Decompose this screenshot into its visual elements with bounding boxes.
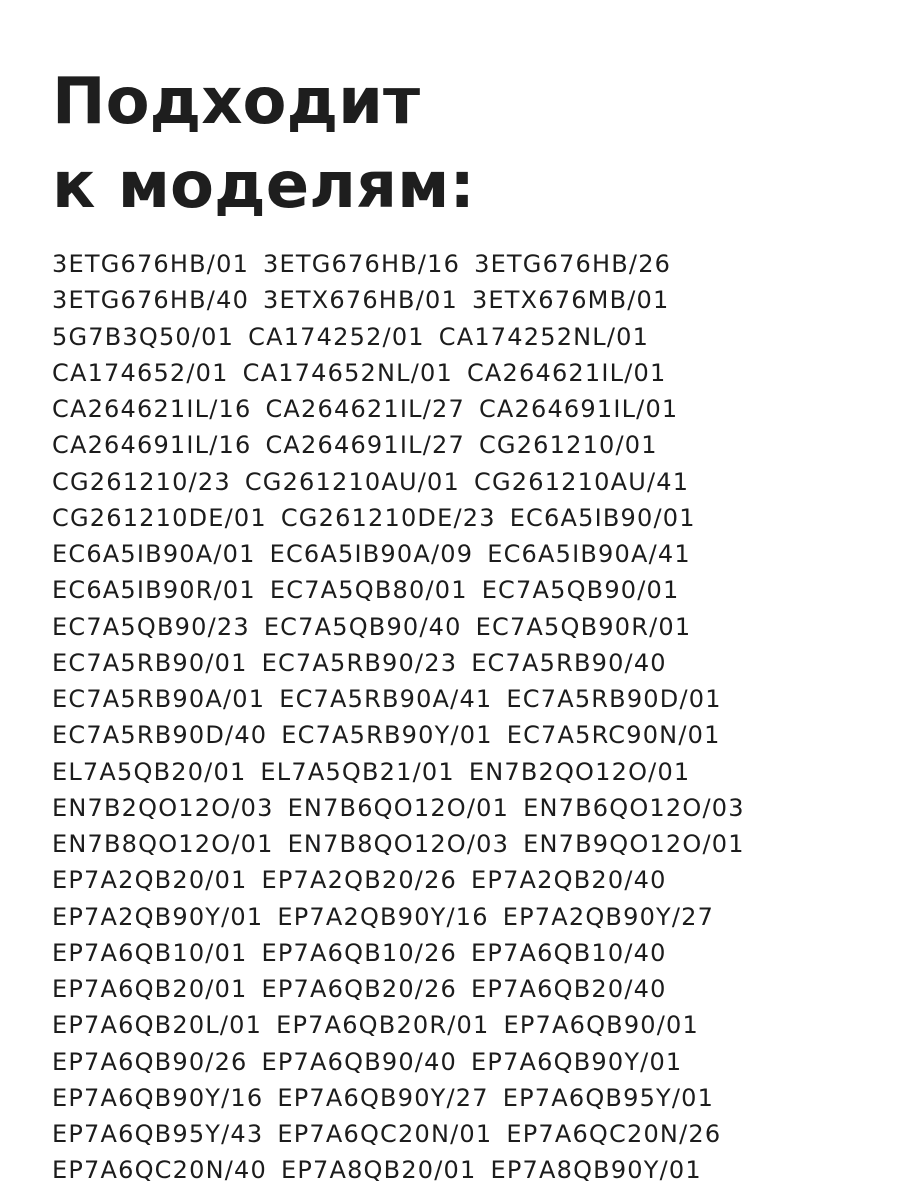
model-code: EC6A5IB90A/09 — [269, 540, 474, 568]
model-row — [52, 971, 872, 1007]
model-row — [52, 681, 872, 717]
model-code: EP7A6QB90/01 — [503, 1011, 699, 1040]
model-code: EP7A6QB20L/01 — [52, 1011, 263, 1040]
model-code: CG261210/23 — [52, 467, 231, 496]
model-code: EP7A6QB90Y/16 — [52, 1083, 264, 1112]
model-code: 3ETG676HB/40 — [52, 286, 250, 315]
model-code: 3ETG676HB/26 — [474, 250, 672, 278]
model-code: CA264621IL/16 — [52, 395, 252, 423]
model-code: EP7A6QB20/40 — [471, 975, 667, 1003]
model-code: EN7B2QO12O/01 — [468, 757, 691, 786]
model-list — [52, 246, 872, 1189]
model-row — [52, 1007, 872, 1043]
model-code: EP7A2QB20/40 — [471, 866, 667, 895]
model-code: CA264621IL/01 — [466, 358, 667, 387]
model-row — [52, 500, 872, 536]
model-code: CA174252NL/01 — [438, 322, 650, 351]
model-row — [52, 1116, 872, 1152]
model-code: EC6A5IB90R/01 — [52, 576, 256, 605]
model-code: EC7A5RB90A/41 — [279, 685, 493, 713]
model-row — [52, 1080, 872, 1116]
model-code: EC6A5IB90A/01 — [52, 540, 256, 568]
model-code: EP7A6QB90/40 — [261, 1047, 458, 1076]
model-code: EP7A6QB90Y/01 — [471, 1047, 683, 1076]
model-code: EC7A5QB80/01 — [269, 576, 468, 605]
model-row — [52, 935, 872, 971]
model-row — [52, 862, 872, 898]
model-code: EP7A6QB10/40 — [471, 938, 667, 967]
model-code: EC7A5RB90D/01 — [506, 685, 722, 713]
model-row — [52, 319, 872, 355]
model-code: EP7A2QB20/01 — [52, 866, 248, 895]
title-line-2: к моделям: — [52, 149, 475, 223]
model-code: EP7A6QB10/26 — [261, 938, 458, 967]
model-code: EP7A6QB20/26 — [261, 975, 458, 1003]
model-code: EC7A5RB90A/01 — [52, 685, 266, 713]
model-code: CA264691IL/01 — [478, 395, 679, 423]
model-code: EC7A5QB90/23 — [52, 612, 250, 641]
model-code: CA174652/01 — [52, 358, 229, 387]
model-code: EC7A5RB90/01 — [52, 648, 248, 677]
model-code: EC7A5RB90/40 — [471, 648, 667, 677]
model-code: CG261210DE/23 — [280, 503, 496, 532]
model-code: EP7A6QC20N/01 — [277, 1120, 493, 1148]
model-code: CG261210AU/41 — [474, 467, 690, 496]
model-code: CG261210AU/01 — [244, 467, 460, 496]
model-code: EP7A2QB90Y/27 — [502, 902, 715, 931]
model-code: EP7A2QB90Y/16 — [277, 902, 489, 931]
model-code: EL7A5QB20/01 — [52, 757, 247, 786]
model-code: EP7A6QB95Y/01 — [502, 1083, 715, 1112]
model-code: EN7B8QO12O/03 — [287, 830, 510, 858]
model-row — [52, 1044, 872, 1080]
model-code: EP7A6QB20/01 — [52, 975, 248, 1003]
model-code: EN7B2QO12O/03 — [52, 793, 274, 822]
model-row — [52, 464, 872, 500]
model-code: EP7A6QB20R/01 — [276, 1011, 490, 1040]
model-code: CG261210DE/01 — [52, 503, 267, 532]
model-code: EP7A6QB90/26 — [52, 1047, 248, 1076]
model-code: CA264621IL/27 — [265, 395, 465, 423]
model-row — [52, 1152, 872, 1188]
model-code: CG261210/01 — [478, 431, 658, 460]
model-code: 3ETX676MB/01 — [471, 286, 670, 315]
model-code: 5G7B3Q50/01 — [52, 322, 235, 351]
model-code: 3ETX676HB/01 — [263, 286, 458, 315]
model-row — [52, 717, 872, 753]
model-code: EC7A5QB90/40 — [263, 612, 462, 641]
model-code: EN7B6QO12O/03 — [523, 793, 745, 822]
model-code: EP7A2QB20/26 — [261, 866, 458, 895]
model-code: EC7A5RC90N/01 — [506, 721, 721, 750]
model-row — [52, 282, 872, 318]
model-row — [52, 572, 872, 608]
model-code: EC7A5QB90/01 — [481, 576, 680, 605]
model-code: EC7A5RB90D/40 — [52, 721, 268, 750]
model-row — [52, 899, 872, 935]
model-row — [52, 826, 872, 862]
model-code: 3ETG676HB/16 — [263, 250, 461, 278]
page-title — [52, 60, 475, 228]
model-row — [52, 536, 872, 572]
model-row — [52, 427, 872, 463]
model-code: EN7B8QO12O/01 — [52, 830, 274, 858]
model-row — [52, 246, 872, 282]
model-code: EN7B9QO12O/01 — [523, 830, 745, 858]
model-code: EP7A6QC20N/26 — [506, 1120, 722, 1148]
title-line-1: Подходит — [52, 65, 421, 139]
model-code: EP7A6QB10/01 — [52, 938, 248, 967]
model-code: CA174252/01 — [248, 322, 425, 351]
model-code: 3ETG676HB/01 — [52, 250, 250, 278]
model-row — [52, 391, 872, 427]
model-code: EC6A5IB90A/41 — [487, 540, 691, 568]
model-code: CA264691IL/16 — [52, 431, 252, 460]
model-code: CA174652NL/01 — [242, 358, 453, 387]
model-code: EP7A6QB90Y/27 — [277, 1083, 489, 1112]
model-code: EP7A8QB20/01 — [280, 1156, 477, 1185]
model-row — [52, 609, 872, 645]
model-code: EP7A2QB90Y/01 — [52, 902, 264, 931]
model-row — [52, 754, 872, 790]
model-code: EC6A5IB90/01 — [509, 503, 696, 532]
model-code: EP7A6QB95Y/43 — [52, 1120, 264, 1148]
model-code: EC7A5QB90R/01 — [475, 612, 692, 641]
model-row — [52, 355, 872, 391]
model-code: EL7A5QB21/01 — [260, 757, 455, 786]
model-code: EC7A5RB90/23 — [261, 648, 458, 677]
model-code: EC7A5RB90Y/01 — [281, 721, 493, 750]
model-code: EP7A8QB90Y/01 — [490, 1156, 702, 1185]
model-code: EP7A6QC20N/40 — [52, 1156, 267, 1185]
model-row — [52, 645, 872, 681]
model-code: EN7B6QO12O/01 — [287, 793, 510, 822]
model-code: CA264691IL/27 — [265, 431, 465, 460]
model-row — [52, 790, 872, 826]
